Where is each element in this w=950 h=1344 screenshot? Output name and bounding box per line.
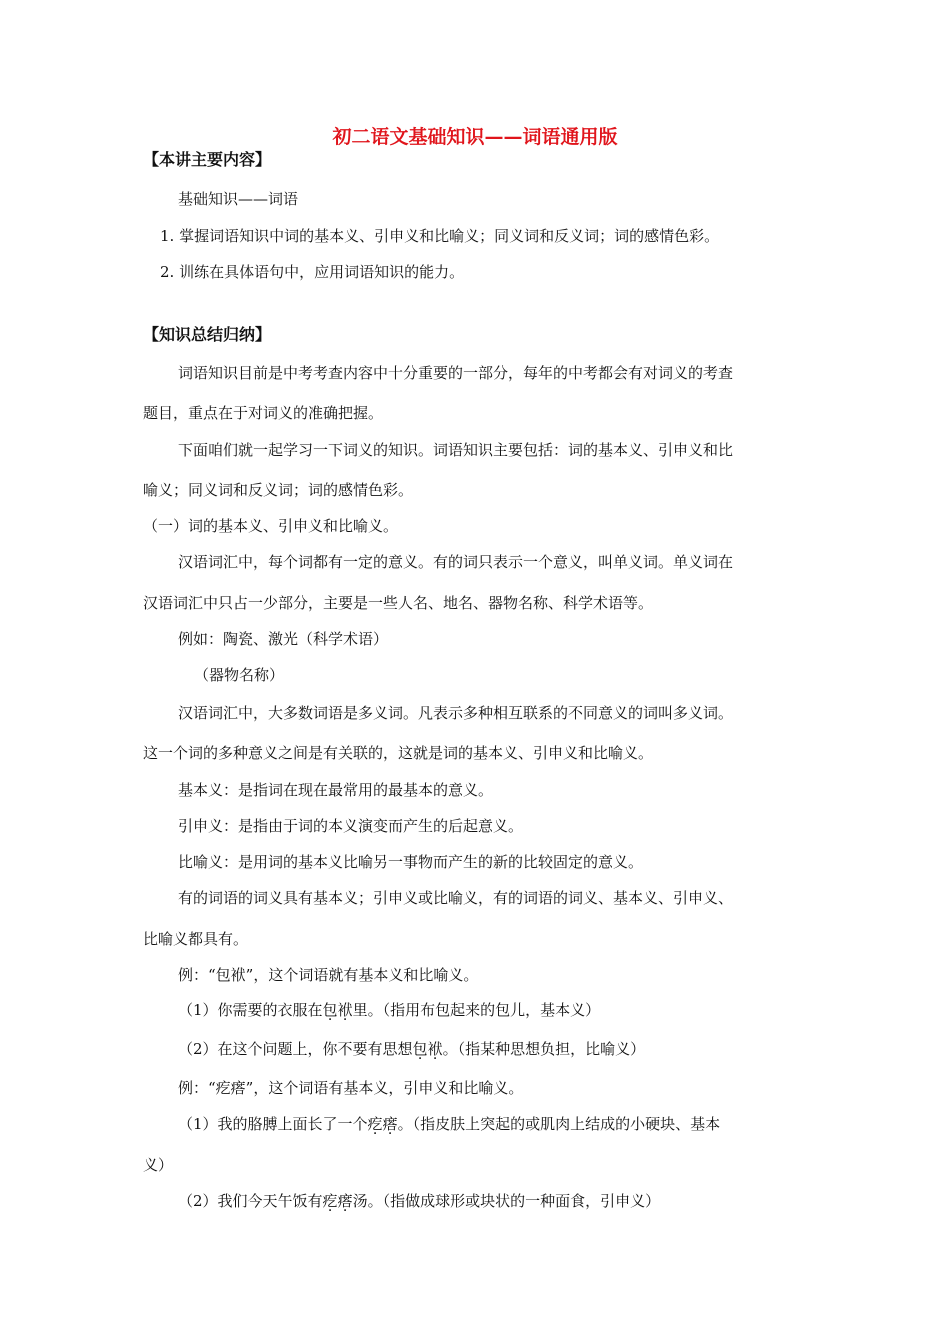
sentence-text: （1）你需要的衣服在 [178, 1001, 323, 1019]
dotted-char: 袱 [337, 1001, 353, 1019]
topic-line: 基础知识——词语 [178, 190, 299, 208]
dotted-char: 瘩 [337, 1192, 353, 1210]
section-heading-main-content: 【本讲主要内容】 [143, 150, 272, 169]
paragraph-line: 汉语词汇中只占一少部分，主要是一些人名、地名、器物名称、科学术语等。 [143, 594, 654, 612]
paragraph-line: 这一个词的多种意义之间是有关联的，这就是词的基本义、引申义和比喻义。 [143, 744, 654, 762]
paragraph-line: 比喻义都具有。 [143, 930, 249, 948]
example-sentence [178, 1039, 645, 1059]
paragraph-line: 词语知识目前是中考考查内容中十分重要的一部分，每年的中考都会有对词义的考查 [178, 364, 734, 382]
section-heading-summary: 【知识总结归纳】 [143, 325, 272, 344]
example-sentence-continuation: 义） [143, 1156, 174, 1174]
sentence-text: 。（指某种思想负担，比喻义） [442, 1040, 646, 1058]
example-line: 例如：陶瓷、激光（科学术语） [178, 630, 389, 648]
sentence-text: 汤。（指做成球形或块状的一种面食，引申义） [352, 1192, 661, 1210]
dotted-char: 疙 [367, 1115, 383, 1133]
sentence-text: （2）在这个问题上，你不要有思想 [178, 1040, 413, 1058]
example-heading: 例：“疙瘩”，这个词语有基本义，引申义和比喻义。 [178, 1079, 524, 1097]
objective-item-2: 2. 训练在具体语句中，应用词语知识的能力。 [160, 263, 465, 281]
example-sentence [178, 1114, 720, 1134]
paragraph-line: 喻义；同义词和反义词；词的感情色彩。 [143, 481, 414, 499]
definition-basic: 基本义：是指词在现在最常用的最基本的意义。 [178, 781, 494, 799]
example-heading: 例：“包袱”，这个词语就有基本义和比喻义。 [178, 966, 479, 984]
paragraph-line: 有的词语的词义具有基本义；引申义或比喻义，有的词语的词义、基本义、引申义、 [178, 889, 734, 907]
paragraph-line: 下面咱们就一起学习一下词义的知识。词语知识主要包括：词的基本义、引申义和比 [178, 441, 734, 459]
example-sentence [178, 1191, 660, 1211]
paragraph-line: 汉语词汇中，大多数词语是多义词。凡表示多种相互联系的不同意义的词叫多义词。 [178, 704, 734, 722]
objective-item-1: 1. 掌握词语知识中词的基本义、引申义和比喻义；同义词和反义词；词的感情色彩。 [160, 227, 720, 245]
sentence-text: （2）我们今天午饭有 [178, 1192, 323, 1210]
sentence-text: 里。（指用布包起来的包儿，基本义） [352, 1001, 601, 1019]
sentence-text: 。（指皮肤上突起的或肌肉上结成的小硬块、基本 [397, 1115, 721, 1133]
document-title: 初二语文基础知识——词语通用版 [332, 126, 618, 148]
subsection-heading: （一）词的基本义、引申义和比喻义。 [143, 517, 399, 535]
sentence-text: （1）我的胳膊上面长了一个 [178, 1115, 368, 1133]
dotted-char: 包 [412, 1040, 428, 1058]
definition-extended: 引申义：是指由于词的本义演变而产生的后起意义。 [178, 817, 524, 835]
example-line: （器物名称） [194, 666, 285, 684]
paragraph-line: 题目，重点在于对词义的准确把握。 [143, 404, 384, 422]
example-sentence [178, 1000, 600, 1020]
definition-metaphorical: 比喻义：是用词的基本义比喻另一事物而产生的新的比较固定的意义。 [178, 853, 644, 871]
paragraph-line: 汉语词汇中，每个词都有一定的意义。有的词只表示一个意义，叫单义词。单义词在 [178, 553, 734, 571]
dotted-char: 袱 [427, 1040, 443, 1058]
dotted-char: 瘩 [382, 1115, 398, 1133]
dotted-char: 疙 [322, 1192, 338, 1210]
dotted-char: 包 [322, 1001, 338, 1019]
